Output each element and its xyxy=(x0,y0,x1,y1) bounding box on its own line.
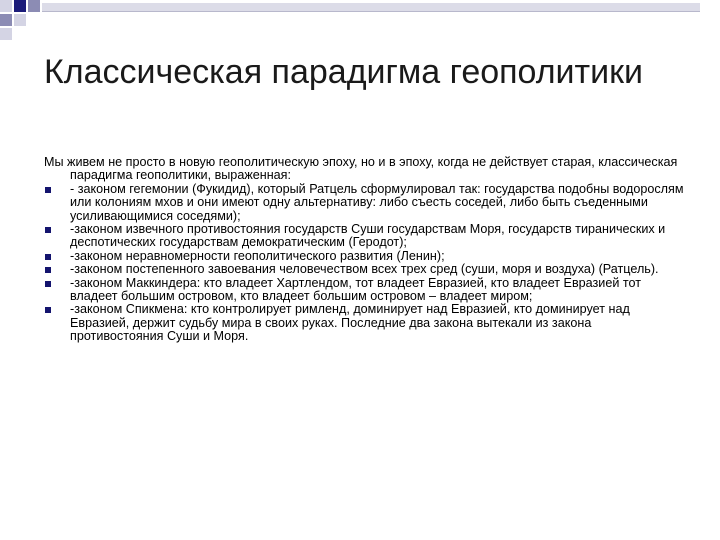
square-bullet-icon xyxy=(45,254,51,260)
square-bullet-icon xyxy=(45,307,51,313)
list-item xyxy=(44,277,684,304)
slide-body xyxy=(44,156,684,344)
list-item xyxy=(44,263,684,276)
list-item xyxy=(44,250,684,263)
decorative-squares xyxy=(0,0,720,48)
bullet-list xyxy=(44,183,684,344)
bullet-text: -законом постепенного завоевания человечеством всех трех сред (суши, моря и воздуха) (Ратцель). xyxy=(70,262,659,277)
list-item xyxy=(44,183,684,223)
list-item xyxy=(44,223,684,250)
slide-title: Классическая парадигма геополитики xyxy=(44,53,643,91)
bullet-text: -законом Маккиндера: кто владеет Хартлендом, тот владеет Евразией, кто владеет Евразией тот владеет большим островом, кто владеет большим островом – владеет миром; xyxy=(70,275,641,304)
bullet-text: -законом извечного противостояния государств Суши государствам Моря, государств тиранических и деспотических государствам демократическим (Геродот); xyxy=(70,222,666,250)
bullet-text: -законом неравномерности геополитического развития (Ленин); xyxy=(70,248,445,263)
intro-paragraph: Мы живем не просто в новую геополитическую эпоху, но и в эпоху, когда не действует старая, классическая парадигма геополитики, выраженная: xyxy=(44,155,678,183)
square-bullet-icon xyxy=(45,187,51,193)
bullet-text: -законом Спикмена: кто контролирует римленд, доминирует над Евразией, кто доминирует над Евразией, держит судьбу мира в своих руках. Последние два закона вытекали из закона противостояния Суши и Моря. xyxy=(70,302,630,344)
bullet-text: - законом гегемонии (Фукидид), который Ратцель сформулировал так: государства подобны водорослям или колониям мхов и они имеют одну альтернативу: либо съесть соседей, либо быть съеденными усиливающимися соседями); xyxy=(70,181,684,223)
square-bullet-icon xyxy=(45,227,51,233)
square-bullet-icon xyxy=(45,281,51,287)
list-item xyxy=(44,303,684,343)
square-bullet-icon xyxy=(45,267,51,273)
